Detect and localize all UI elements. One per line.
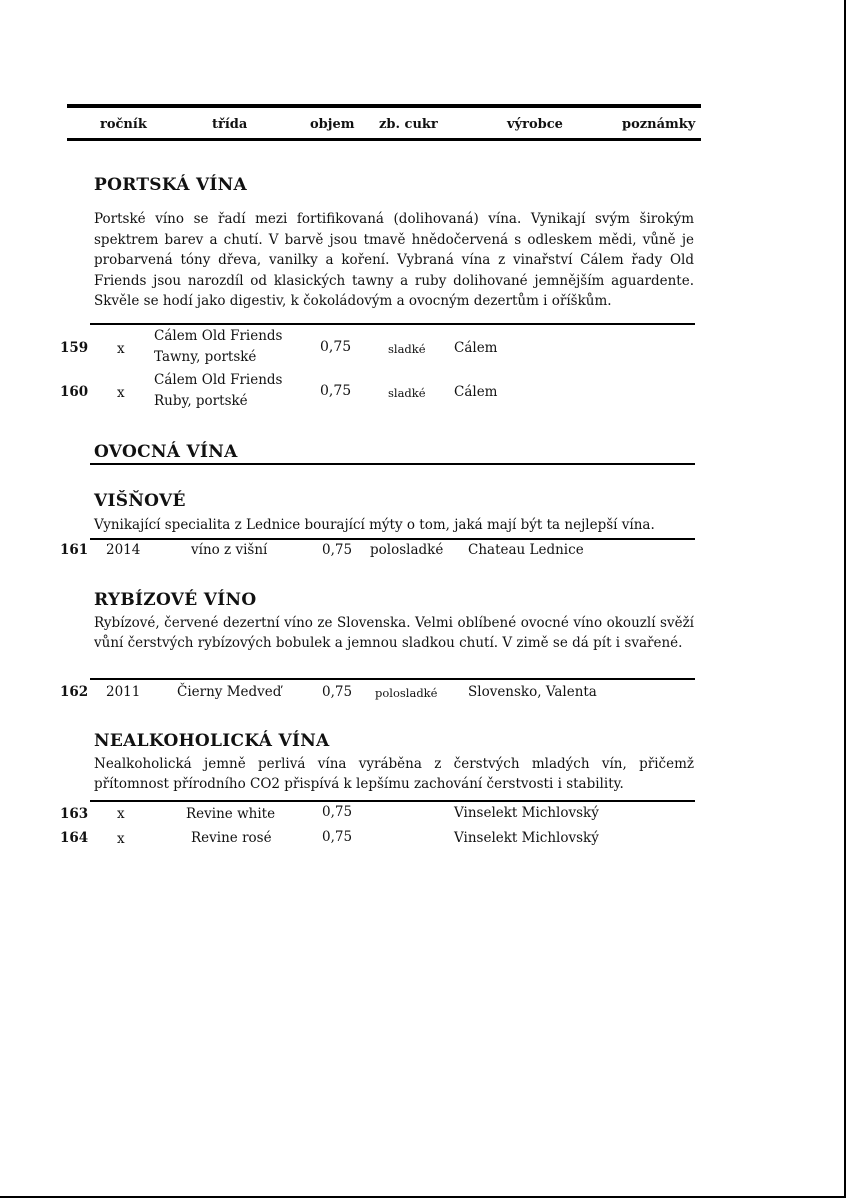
- section-rule-nonalc: [90, 800, 695, 802]
- section-title-port: PORTSKÁ VÍNA: [94, 175, 248, 195]
- header-column-volume: objem: [310, 117, 355, 132]
- wine-number: 161: [60, 542, 89, 558]
- header-column-producer: výrobce: [507, 117, 563, 132]
- wine-year: x: [117, 341, 125, 357]
- wine-sugar: polosladké: [370, 542, 444, 558]
- section-rule-fruit: [90, 463, 695, 465]
- section-title-cherry: VIŠŇOVÉ: [94, 491, 186, 511]
- section-rule-port: [90, 323, 695, 325]
- header-top-rule: [67, 104, 701, 108]
- section-paragraph-nonalc: Nealkoholická jemně perlivá vína vyráběna z čerstvých mladých vín, přičemž přítomnost přírodního CO2 přispívá k lepšímu zachování čerstvosti i stability.: [94, 756, 694, 793]
- wine-producer: Cálem: [454, 340, 498, 356]
- wine-volume: 0,75: [322, 829, 353, 845]
- wine-number: 159: [60, 340, 89, 356]
- wine-number: 163: [60, 806, 89, 822]
- wine-year: x: [117, 385, 125, 401]
- wine-sugar: sladké: [388, 342, 426, 356]
- wine-year: 2011: [106, 684, 141, 700]
- wine-volume: 0,75: [322, 804, 353, 820]
- wine-number: 160: [60, 384, 89, 400]
- wine-producer: Cálem: [454, 384, 498, 400]
- wine-name-line2: Tawny, portské: [154, 349, 257, 365]
- wine-producer: Chateau Lednice: [468, 542, 584, 558]
- wine-producer: Slovensko, Valenta: [468, 684, 597, 700]
- section-title-nonalc: NEALKOHOLICKÁ VÍNA: [94, 731, 330, 751]
- section-paragraph-currant: Rybízové, červené dezertní víno ze Slovenska. Velmi oblíbené ovocné víno okouzlí svěží vůní čerstvých rybízových bobulek a jemnou sladkou chutí. V zimě se dá pít i svařené.: [94, 615, 694, 652]
- wine-name: Čierny Medveď: [177, 684, 282, 700]
- header-column-sugar: zb. cukr: [379, 117, 438, 132]
- section-rule-currant: [90, 678, 695, 680]
- section-title-fruit: OVOCNÁ VÍNA: [94, 442, 238, 462]
- wine-name: Revine rosé: [191, 830, 272, 846]
- section-rule-cherry: [90, 538, 695, 540]
- wine-volume: 0,75: [322, 684, 353, 700]
- header-bottom-rule: [67, 138, 701, 141]
- wine-name-line2: Ruby, portské: [154, 393, 248, 409]
- wine-sugar: polosladké: [375, 686, 438, 700]
- header-column-notes: poznámky: [622, 117, 696, 132]
- wine-producer: Vinselekt Michlovský: [454, 830, 599, 846]
- wine-volume: 0,75: [322, 542, 353, 558]
- section-paragraph-cherry: Vynikající specialita z Lednice bourající mýty o tom, jaká mají být ta nejlepší vína.: [94, 517, 655, 533]
- wine-year: x: [117, 831, 125, 847]
- wine-year: x: [117, 806, 125, 822]
- header-column-year: ročník: [100, 117, 147, 132]
- wine-volume: 0,75: [320, 383, 352, 399]
- wine-sugar: sladké: [388, 386, 426, 400]
- section-title-currant: RYBÍZOVÉ VÍNO: [94, 590, 257, 610]
- wine-producer: Vinselekt Michlovský: [454, 805, 599, 821]
- wine-year: 2014: [106, 542, 141, 558]
- wine-name: víno z višní: [191, 542, 268, 558]
- section-paragraph-port: Portské víno se řadí mezi fortifikovaná (dolihovaná) vína. Vynikají svým širokým spektrem barev a chutí. V barvě jsou tmavě hnědočervená s odleskem mědi, vůně je probarvená tóny dřeva, vanilky a koření. Vybraná vína z vinařství Cálem řady Old Friends jsou narozdíl od klasických tawny a ruby dolihované jemnějším aguardente. Skvěle se hodí jako digestiv, k čokoládovým a ovocným dezertům i oříškům.: [94, 211, 694, 310]
- wine-volume: 0,75: [320, 339, 352, 355]
- wine-name-line1: Cálem Old Friends: [154, 328, 283, 344]
- wine-number: 162: [60, 684, 89, 700]
- wine-name-line1: Cálem Old Friends: [154, 372, 283, 388]
- wine-name: Revine white: [186, 806, 276, 822]
- header-column-class: třída: [212, 117, 248, 132]
- wine-number: 164: [60, 830, 89, 846]
